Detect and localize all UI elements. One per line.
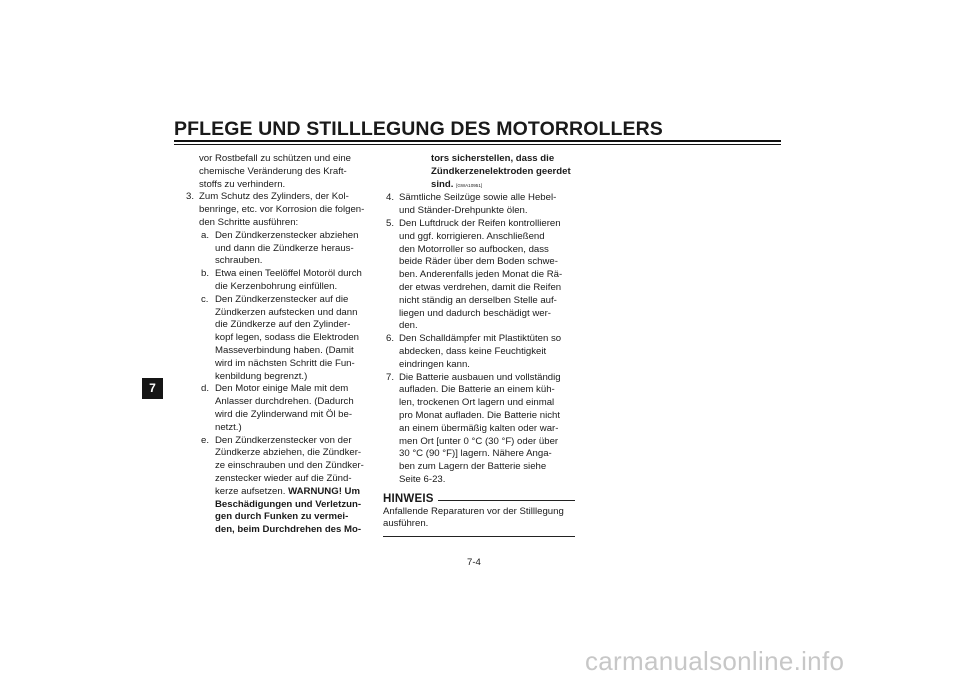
text-line: Den Zündkerzenstecker von der <box>215 434 352 446</box>
text-line: Den Motor einige Male mit dem <box>215 383 349 395</box>
sub-item-b <box>183 268 375 294</box>
text-line: abdecken, dass keine Feuchtigkeit <box>399 345 547 357</box>
text-line: die Zündkerze auf den Zylinder- <box>215 319 351 331</box>
text-line: chemische Veränderung des Kraft- <box>199 165 347 177</box>
list-marker: 7. <box>386 371 395 383</box>
text-line: Masseverbindung haben. (Damit <box>215 344 354 356</box>
warning-line: den, beim Durchdrehen des Mo- <box>215 524 362 536</box>
text-line: men Ort [unter 0 °C (30 °F) oder über <box>399 435 559 447</box>
text-line: nicht ständig an derselben Stelle auf- <box>399 294 557 306</box>
text-line: den. <box>399 320 418 332</box>
text-line: wird im nächsten Schritt die Fun- <box>215 357 355 369</box>
note-body <box>383 506 575 532</box>
text-line: beide Räder über dem Boden schwe- <box>399 256 558 268</box>
header-rule-thin <box>174 144 781 145</box>
list-item-6 <box>383 333 575 371</box>
sub-item-d <box>183 383 375 434</box>
header-rule <box>174 140 781 142</box>
text-line: stoffs zu verhindern. <box>199 178 286 190</box>
chapter-tab: 7 <box>142 378 163 399</box>
text-line: Anlasser durchdrehen. (Dadurch <box>215 396 354 408</box>
sub-marker: e. <box>201 434 210 446</box>
text-line: Zündkerzen aufstecken und dann <box>215 306 358 318</box>
text-line: Seite 6-23. <box>399 473 446 485</box>
text-line: Die Batterie ausbauen und vollständig <box>399 371 561 383</box>
right-column <box>383 153 575 537</box>
text-line: liegen und dadurch beschädigt wer- <box>399 307 552 319</box>
sub-marker: d. <box>201 383 210 395</box>
text-line: ze einschrauben und den Zündker- <box>215 460 364 472</box>
intro-paragraph <box>183 153 375 191</box>
sub-marker: a. <box>201 229 210 241</box>
warning-end: sind. <box>431 178 454 190</box>
text-line: ben zum Lagern der Batterie siehe <box>399 461 547 473</box>
note-header <box>383 493 575 506</box>
warning-line: Zündkerzenelektroden geerdet <box>431 165 571 177</box>
list-item-4 <box>383 192 575 218</box>
text-line: und Ständer-Drehpunkte ölen. <box>399 205 528 217</box>
text-line: Den Zündkerzenstecker abziehen <box>215 229 359 241</box>
text-line <box>215 486 375 499</box>
watermark: carmanualsonline.info <box>585 646 845 676</box>
text-line: Den Zündkerzenstecker auf die <box>215 293 349 305</box>
text-line: Zündkerze abziehen, die Zündker- <box>215 447 362 459</box>
text-line: kopf legen, sodass die Elektroden <box>215 332 359 344</box>
text-line: kenbildung begrenzt.) <box>215 370 308 382</box>
text-line: zenstecker wieder auf die Zünd- <box>215 472 352 484</box>
text-line: len, trockenen Ort lagern und einmal <box>399 397 555 409</box>
text-line: Den Schalldämpfer mit Plastiktüten so <box>399 333 562 345</box>
warning-label: WARNUNG! Um <box>288 485 361 497</box>
left-column <box>183 153 375 537</box>
text-line: Zum Schutz des Zylinders, der Kol- <box>199 191 349 203</box>
page-number: 7-4 <box>467 557 481 568</box>
sub-marker: c. <box>201 293 209 305</box>
warning-line: Beschädigungen und Verletzun- <box>215 498 362 510</box>
sub-item-e <box>183 435 375 537</box>
note-title: HINWEIS <box>383 492 434 505</box>
note-rule-bottom <box>383 536 575 537</box>
text-fragment: kerze aufsetzen. <box>215 485 289 497</box>
text-line: pro Monat aufladen. Die Batterie nicht <box>399 409 561 421</box>
text-line: und dann die Zündkerze heraus- <box>215 242 354 254</box>
text-line: Anfallende Reparaturen vor der Stilllegung <box>383 505 564 517</box>
list-item-3 <box>183 191 375 229</box>
note-rule-top <box>438 500 575 501</box>
reference-code: [GWA10951] <box>456 182 483 188</box>
text-line: der etwas verdrehen, damit die Reifen <box>399 281 562 293</box>
text-line: vor Rostbefall zu schützen und eine <box>199 153 351 164</box>
text-line: Den Luftdruck der Reifen kontrollieren <box>399 217 561 229</box>
text-line: aufladen. Die Batterie an einem küh- <box>399 384 555 396</box>
list-marker: 6. <box>386 333 395 345</box>
text-line: und ggf. korrigieren. Anschließend <box>399 230 545 242</box>
text-line: netzt.) <box>215 421 242 433</box>
text-line: eindringen kann. <box>399 358 470 370</box>
list-marker: 3. <box>186 191 195 203</box>
list-item-5 <box>383 218 575 333</box>
warning-line: tors sicherstellen, dass die <box>431 153 555 164</box>
text-line: wird die Zylinderwand mit Öl be- <box>215 408 353 420</box>
list-item-7 <box>383 372 575 487</box>
warning-line: gen durch Funken zu vermei- <box>215 511 349 523</box>
text-line: Etwa einen Teelöffel Motoröl durch <box>215 268 362 280</box>
page-title: PFLEGE UND STILLLEGUNG DES MOTORROLLERS <box>174 118 663 140</box>
text-line: an einem übermäßig kalten oder war- <box>399 422 559 434</box>
sub-item-c <box>183 294 375 384</box>
list-marker: 5. <box>386 217 395 229</box>
sub-marker: b. <box>201 268 210 280</box>
warning-continuation <box>383 153 575 192</box>
text-line: 30 °C (90 °F)] lagern. Nähere Anga- <box>399 448 552 460</box>
text-line: den Motorroller so aufbocken, dass <box>399 243 549 255</box>
text-line: den Schritte ausführen: <box>199 216 299 228</box>
warning-line <box>431 179 575 193</box>
text-line: benringe, etc. vor Korrosion die folgen- <box>199 204 365 216</box>
sub-item-a <box>183 230 375 268</box>
list-marker: 4. <box>386 192 395 204</box>
text-line: die Kerzenbohrung einfüllen. <box>215 280 338 292</box>
text-line: schrauben. <box>215 255 263 267</box>
text-line: ausführen. <box>383 518 429 530</box>
text-line: ben. Anderenfalls jeden Monat die Rä- <box>399 269 563 281</box>
text-line: Sämtliche Seilzüge sowie alle Hebel- <box>399 192 557 204</box>
